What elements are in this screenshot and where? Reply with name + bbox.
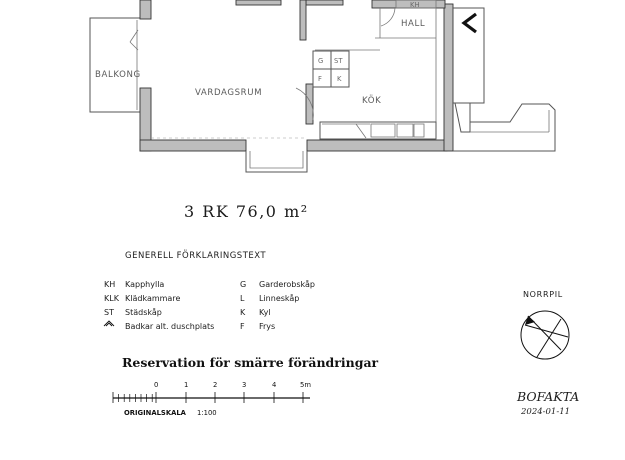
legend-code: KLK [104, 294, 119, 303]
legend-code: KH [104, 280, 116, 289]
legend-text: Klädkammare [125, 294, 181, 303]
legend-text: Städskåp [125, 308, 162, 317]
room-label-balkong: BALKONG [95, 70, 141, 80]
wall-bottom-left [140, 140, 246, 151]
legend-text: Linneskåp [259, 294, 300, 303]
cabinet-f-label: F [318, 75, 322, 83]
scale-bar [113, 381, 311, 417]
wall-top-left [140, 0, 151, 19]
legend-text: Kyl [259, 308, 271, 317]
reservation-note: Reservation för smärre förändringar [122, 355, 379, 370]
wall-hall-top [372, 0, 445, 8]
legend-text: Garderobskåp [259, 280, 315, 289]
wall-right [444, 4, 453, 151]
legend-code: L [240, 294, 245, 303]
scale-label: ORIGINALSKALA [124, 409, 186, 417]
bathtub-symbol-icon [104, 321, 114, 326]
legend-code: F [240, 322, 245, 331]
legend-text: Badkar alt. duschplats [125, 322, 215, 331]
wall-top-right [306, 0, 343, 5]
scale-tick-label: 0 [154, 381, 159, 389]
legend-text: Kapphylla [125, 280, 165, 289]
cabinet-g-label: G [318, 57, 324, 65]
scale-tick-label: 4 [272, 381, 277, 389]
legend [104, 250, 315, 331]
scale-tick-label: 1 [184, 381, 189, 389]
legend-text: Frys [259, 322, 276, 331]
cabinet-k-label: K [337, 75, 342, 83]
cabinet-st-label: ST [334, 57, 343, 65]
north-arrow-icon [521, 311, 569, 359]
scale-tick-label: 2 [213, 381, 218, 389]
wall-bottom-right [307, 140, 447, 151]
brand-name: BOFAKTA [517, 389, 580, 404]
entrance-stairs [453, 8, 555, 151]
wall-partition-top [300, 0, 306, 40]
drawing-date: 2024-01-11 [521, 407, 571, 417]
room-label-kok: KÖK [362, 96, 382, 106]
room-label-hall: HALL [401, 19, 426, 29]
wall-top-mid [236, 0, 281, 5]
scale-tick-label: 5m [300, 381, 311, 389]
room-label-vardagsrum: VARDAGSRUM [195, 88, 263, 98]
wall-kitchen-divider [306, 84, 313, 124]
kh-label: KH [410, 1, 420, 9]
legend-code: ST [104, 308, 114, 317]
floor-plan [90, 0, 555, 172]
entrance-arrow-icon [464, 14, 476, 32]
scale-ratio: 1:100 [197, 409, 217, 417]
scale-tick-label: 3 [242, 381, 247, 389]
north-arrow-label: NORRPIL [523, 290, 563, 299]
legend-code: K [240, 308, 246, 317]
legend-title: GENERELL FÖRKLARINGSTEXT [125, 251, 267, 261]
apartment-area-label: 3 RK 76,0 m² [184, 202, 309, 221]
kitchen-counter [320, 122, 436, 139]
balcony [90, 18, 140, 112]
legend-code: G [240, 280, 247, 289]
bay-window [246, 151, 307, 172]
